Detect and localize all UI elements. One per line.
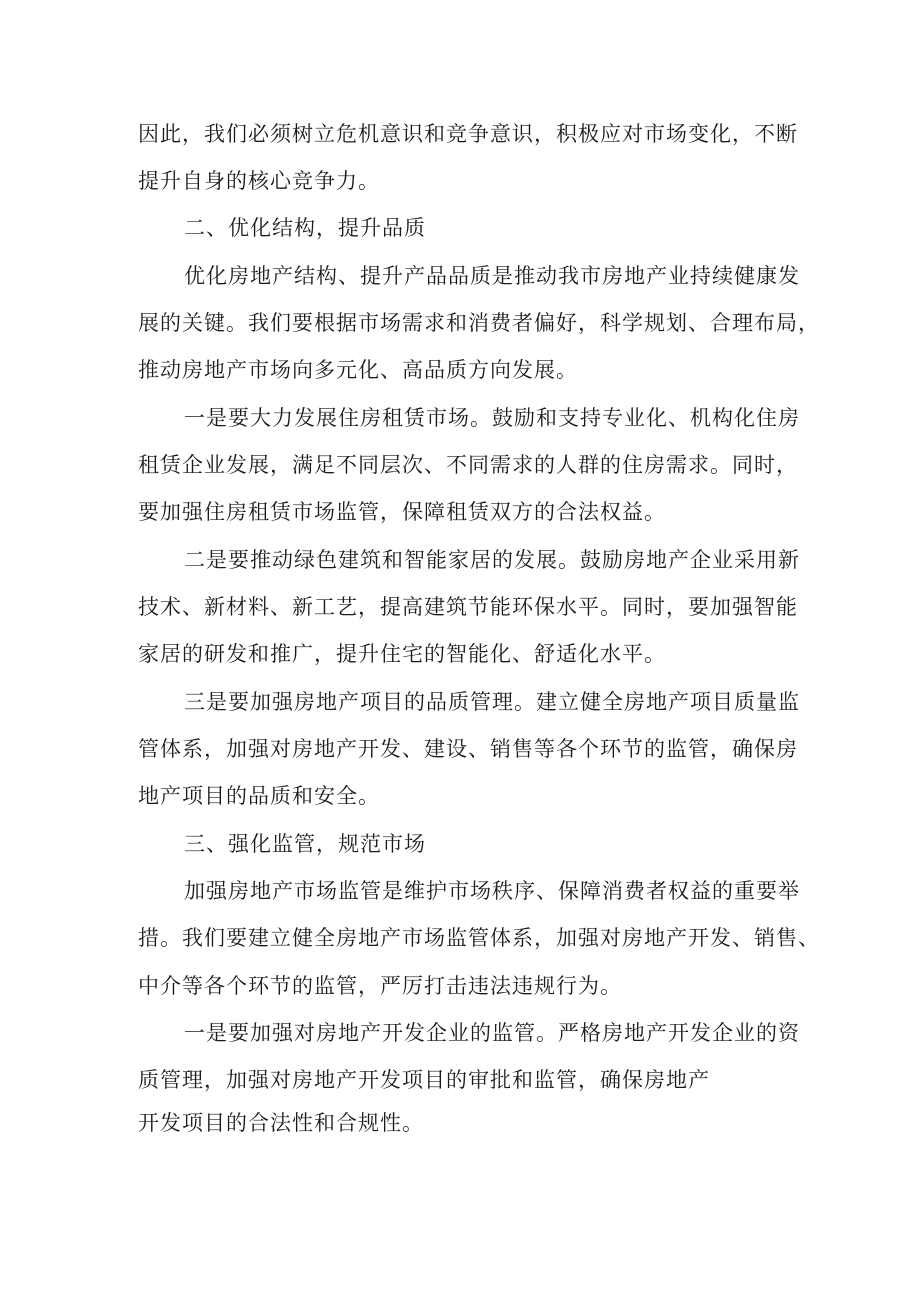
paragraph-line: 地产项目的品质和安全。: [138, 784, 380, 808]
paragraph-line: 一是要加强对房地产开发企业的监管。严格房地产开发企业的资: [184, 1021, 800, 1045]
paragraph-line: 家居的研发和推广，提升住宅的智能化、舒适化水平。: [138, 642, 666, 666]
paragraph-line: 二是要推动绿色建筑和智能家居的发展。鼓励房地产企业采用新: [184, 548, 800, 572]
paragraph-line: 推动房地产市场向多元化、高品质方向发展。: [138, 358, 578, 382]
paragraph-line: 优化房地产结构、提升产品品质是推动我市房地产业持续健康发: [184, 264, 800, 288]
paragraph-line: 技术、新材料、新工艺，提高建筑节能环保水平。同时，要加强智能: [138, 595, 798, 619]
paragraph-line: 管体系，加强对房地产开发、建设、销售等各个环节的监管，确保房: [138, 737, 798, 761]
paragraph-line: 开发项目的合法性和合规性。: [138, 1111, 424, 1135]
paragraph-line: 要加强住房租赁市场监管，保障租赁双方的合法权益。: [138, 500, 666, 524]
paragraph-line: 三是要加强房地产项目的品质管理。建立健全房地产项目质量监: [184, 690, 800, 714]
paragraph-line: 中介等各个环节的监管，严厉打击违法违规行为。: [138, 974, 622, 998]
paragraph-line: 展的关键。我们要根据市场需求和消费者偏好，科学规划、合理布局，: [138, 311, 820, 335]
paragraph-line: 因此，我们必须树立危机意识和竞争意识，积极应对市场变化，不断: [138, 122, 798, 146]
paragraph-line: 租赁企业发展，满足不同层次、不同需求的人群的住房需求。同时，: [138, 453, 798, 477]
paragraph-line: 加强房地产市场监管是维护市场秩序、保障消费者权益的重要举: [184, 879, 800, 903]
section-heading: 三、强化监管，规范市场: [184, 832, 426, 856]
paragraph-line: 提升自身的核心竞争力。: [138, 169, 380, 193]
paragraph-line: 措。我们要建立健全房地产市场监管体系，加强对房地产开发、销售、: [138, 926, 820, 950]
paragraph-line: 质管理，加强对房地产开发项目的审批和监管，确保房地产: [138, 1068, 710, 1092]
section-heading: 二、优化结构，提升品质: [184, 216, 426, 240]
paragraph-line: 一是要大力发展住房租赁市场。鼓励和支持专业化、机构化住房: [184, 406, 800, 430]
